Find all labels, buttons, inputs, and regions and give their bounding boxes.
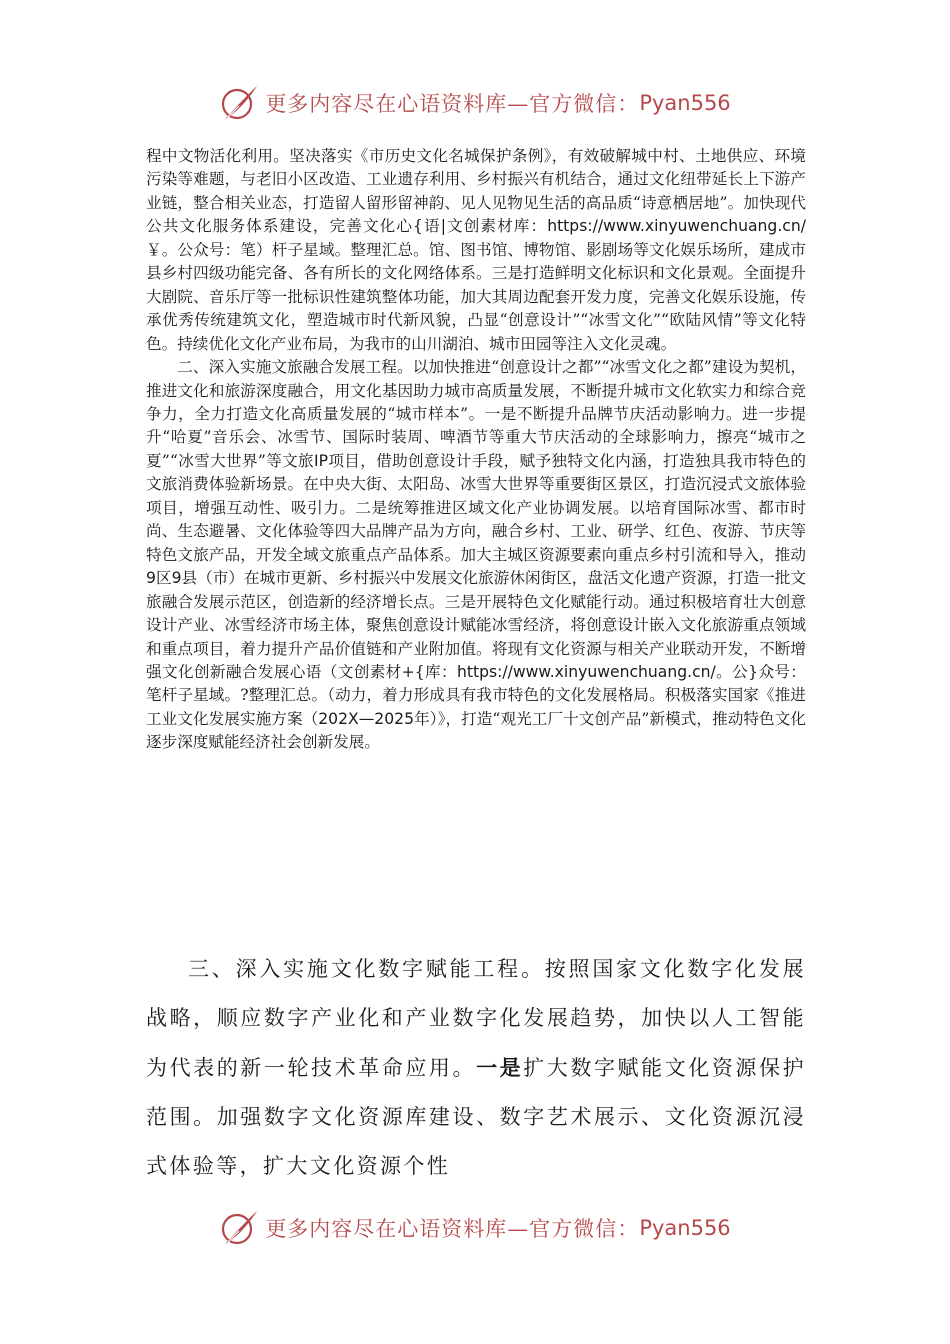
footer-banner-handle: Pyan556 bbox=[639, 1216, 731, 1240]
header-banner bbox=[0, 78, 950, 128]
paragraph-3: 三、深入实施文化数字赋能工程。按照国家文化数字化发展战略，顺应数字产业化和产业数字化发展趋势，加快以人工智能为代表的新一轮技术革命应用。一是扩大数字赋能文化资源保护范围。加强数字文化资源库建设、数字艺术展示、文化资源沉浸式体验等，扩大文化资源个性 bbox=[146, 957, 806, 1178]
header-banner-text: 更多内容尽在心语资料库—官方微信： bbox=[265, 92, 640, 116]
paragraph-1: 程中文物活化利用。坚决落实《市历史文化名城保护条例》，有效破解城中村、土地供应、环境污染等难题，与老旧小区改造、工业遗存利用、乡村振兴有机结合，通过文化纽带延长上下游产业链，整合相关业态，打造留人留形留神韵、见人见物见生活的高品质“诗意栖居地”。加快现代公共文化服务体系建设，完善文化心{语|文创素材库：https://www.xinyuwenchuang.cn/￥。公众号：笔）杆子星域。整理汇总。馆、图书馆、博物馆、影剧场等文化娱乐场所，建成市县乡村四级功能完备、各有所长的文化网络体系。三是打造鲜明文化标识和文化景观。全面提升大剧院、音乐厅等一批标识性建筑整体功能，加大其周边配套开发力度，完善文化娱乐设施，传承优秀传统建筑文化，塑造城市时代新风貌，凸显“创意设计”“冰雪文化”“欧陆风情”等文化特色。持续优化文化产业布局，为我市的山川湖泊、城市田园等注入文化灵魂。 bbox=[146, 147, 806, 353]
quill-pen-logo-icon bbox=[219, 83, 259, 123]
footer-banner-text: 更多内容尽在心语资料库—官方微信： bbox=[265, 1217, 640, 1241]
document-body-large bbox=[146, 945, 806, 1191]
footer-banner bbox=[0, 1203, 950, 1253]
url-link: https://www.xinyuwenchuang.cn/ bbox=[547, 217, 806, 236]
document-body-small bbox=[146, 145, 806, 755]
header-banner-handle: Pyan556 bbox=[639, 91, 731, 115]
quill-pen-logo-icon bbox=[219, 1208, 259, 1248]
paragraph-2: 二、深入实施文旅融合发展工程。以加快推进“创意设计之都”“冰雪文化之都”建设为契机，推进文化和旅游深度融合，用文化基因助力城市高质量发展，不断提升城市文化软实力和综合竞争力，全力打造文化高质量发展的“城市样本”。一是不断提升品牌节庆活动影响力。进一步提升“哈夏”音乐会、冰雪节、国际时装周、啤酒节等重大节庆活动的全球影响力，擦亮“城市之夏”“冰雪大世界”等文旅IP项目，借助创意设计手段，赋予独特文化内涵，打造独具我市特色的文旅消费体验新场景。在中央大街、太阳岛、冰雪大世界等重要街区景区，打造沉浸式文旅体验项目，增强互动性、吸引力。二是统筹推进区域文化产业协调发展。以培育国际冰雪、都市时尚、生态避暑、文化体验等四大品牌产品为方向，融合乡村、工业、研学、红色、夜游、节庆等特色文旅产品，开发全域文旅重点产品体系。加大主城区资源要素向重点乡村引流和导入，推动9区9县（市）在城市更新、乡村振兴中发展文化旅游休闲街区，盘活文化遗产资源，打造一批文旅融合发展示范区，创造新的经济增长点。三是开展特色文化赋能行动。通过积极培育壮大创意设计产业、冰雪经济市场主体，聚焦创意设计赋能冰雪经济，将创意设计嵌入文化旅游重点领域和重点项目，着力提升产品价值链和产业附加值。将现有文化资源与相关产业联动开发，不断增强文化创新融合发展心语（文创素材+{库：https://www.xinyuwenchuang.cn/。公}众号：笔杆子星域。?整理汇总。（动力，着力形成具有我市特色的文化发展格局。积极落实国家《推进工业文化发展实施方案（202X—2025年）》，打造“观光工厂十文创产品”新模式，推动特色文化逐步深度赋能经济社会创新发展。 bbox=[146, 358, 806, 752]
url-link: https://www.xinyuwenchuang.cn/ bbox=[456, 662, 716, 681]
